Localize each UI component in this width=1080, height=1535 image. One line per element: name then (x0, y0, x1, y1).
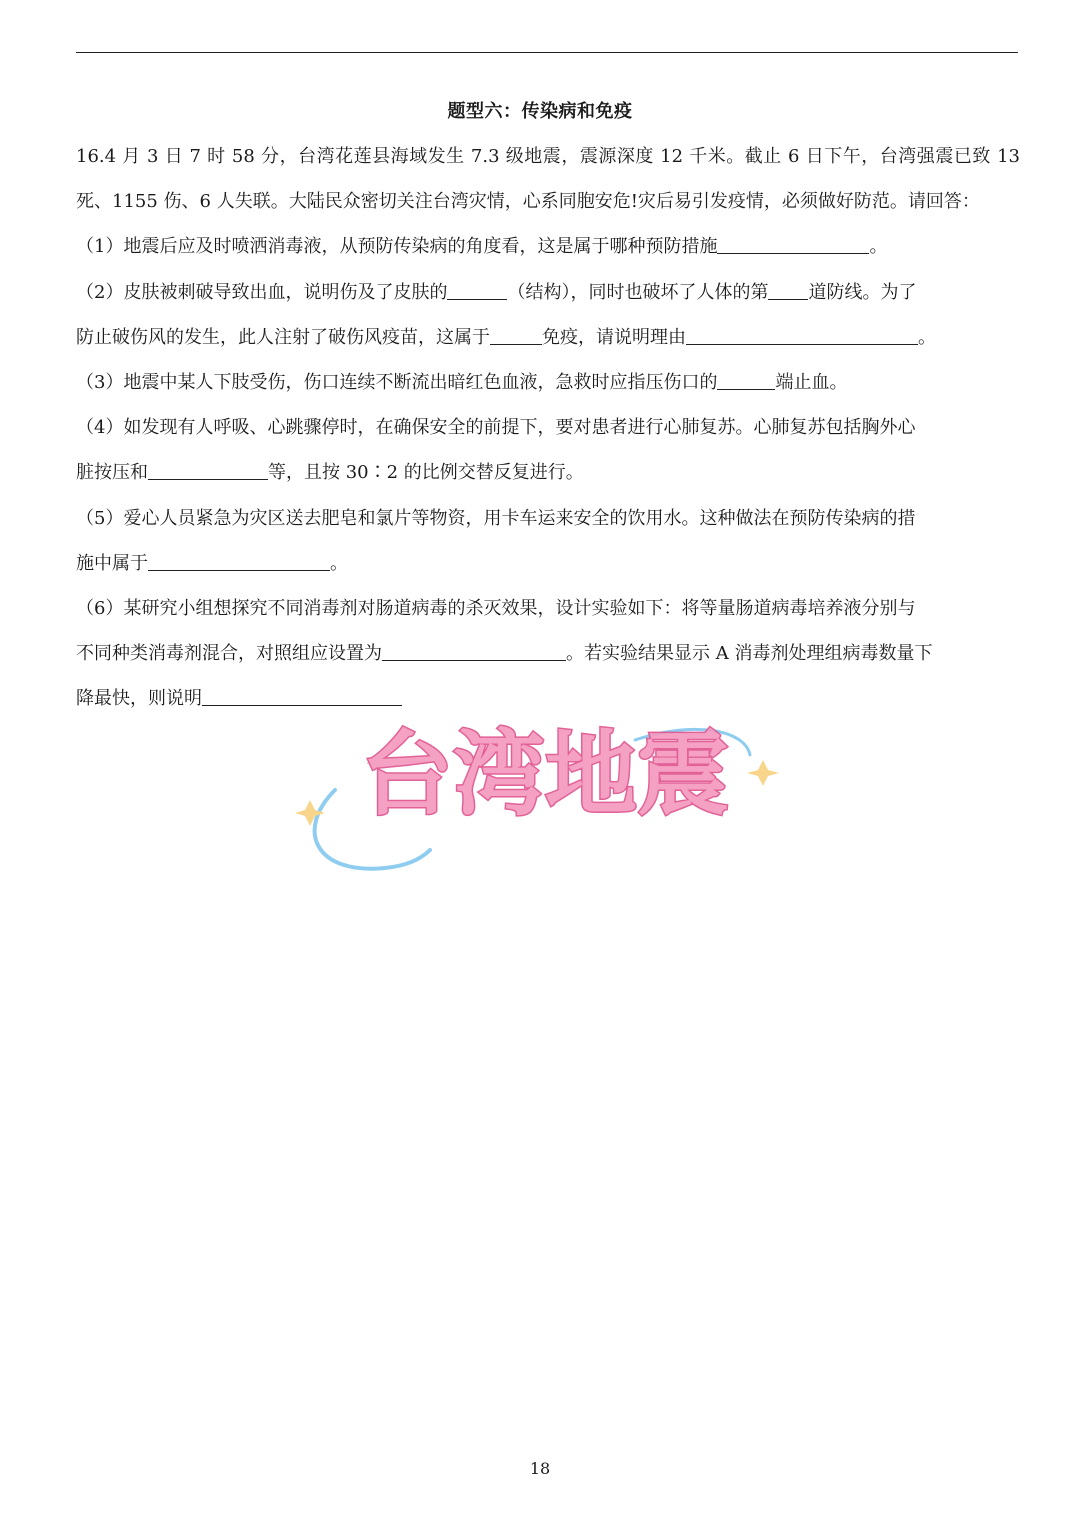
watermark-ring-icon (635, 729, 750, 755)
sparkle-icon (295, 800, 325, 826)
watermark-text: 台湾地震 (360, 721, 730, 828)
question-part-1: （1）地震后应及时喷洒消毒液，从预防传染病的角度看，这是属于哪种预防措施 。 (76, 236, 888, 258)
question-part-2: （2）皮肤被刺破导致出血，说明伤及了皮肤的 （结构），同时也破坏了人体的第 道防线。为了 (76, 281, 917, 303)
question-part-6-cont: 不同种类消毒剂混合，对照组应设置为 。若实验结果显示 A 消毒剂处理组病毒数量下 (76, 643, 933, 665)
watermark-ring-icon (315, 790, 430, 869)
answer-blank[interactable] (382, 642, 566, 661)
section-title: 题型六：传染病和免疫 (447, 101, 633, 122)
answer-blank[interactable] (686, 326, 918, 345)
answer-blank[interactable] (148, 461, 268, 480)
answer-blank[interactable] (447, 281, 507, 300)
question-part-6-cont2: 降最快，则说明 (76, 676, 1020, 721)
question-part-6: （6）某研究小组想探究不同消毒剂对肠道病毒的杀灭效果，设计实验如下：将等量肠道病毒培养液分别与 (76, 598, 916, 620)
answer-blank[interactable] (202, 687, 402, 706)
question-part-2-cont: 防止破伤风的发生，此人注射了破伤风疫苗，这属于 免疫，请说明理由 。 (76, 326, 936, 348)
question-part-5-cont: 施中属于 。 (76, 552, 348, 574)
sparkle-icon (747, 760, 779, 786)
page-number: 18 (529, 1459, 551, 1478)
question-part-5: （5）爱心人员紧急为灾区送去肥皂和氯片等物资，用卡车运来安全的饮用水。这种做法在预防传染病的措 (76, 507, 916, 529)
question-part-3: （3）地震中某人下肢受伤，伤口连续不断流出暗红色血液，急救时应指压伤口的 端止血。 (76, 372, 848, 394)
answer-blank[interactable] (148, 552, 330, 571)
answer-blank[interactable] (717, 235, 869, 254)
answer-blank[interactable] (717, 371, 775, 390)
question-part-4-cont: 脏按压和 等，且按 30∶2 的比例交替反复进行。 (76, 462, 584, 484)
answer-blank[interactable] (768, 281, 808, 300)
question-stem: 16.4 月 3 日 7 时 58 分，台湾花莲县海域发生 7.3 级地震，震源深度 12 千米。截止 6 日下午，台湾强震已致 13 死、1155 伤、6 人失联。大陆民众密切关注台湾灾情，心系同胞安危!灾后易引发疫情，必须做好防范。请回答： (76, 146, 1020, 213)
header-rule (76, 52, 1018, 53)
question-body (76, 134, 1020, 722)
watermark-sticker (295, 700, 795, 880)
question-part-4: （4）如发现有人呼吸、心跳骤停时，在确保安全的前提下，要对患者进行心肺复苏。心肺复苏包括胸外心 (76, 417, 916, 439)
answer-blank[interactable] (490, 326, 542, 345)
